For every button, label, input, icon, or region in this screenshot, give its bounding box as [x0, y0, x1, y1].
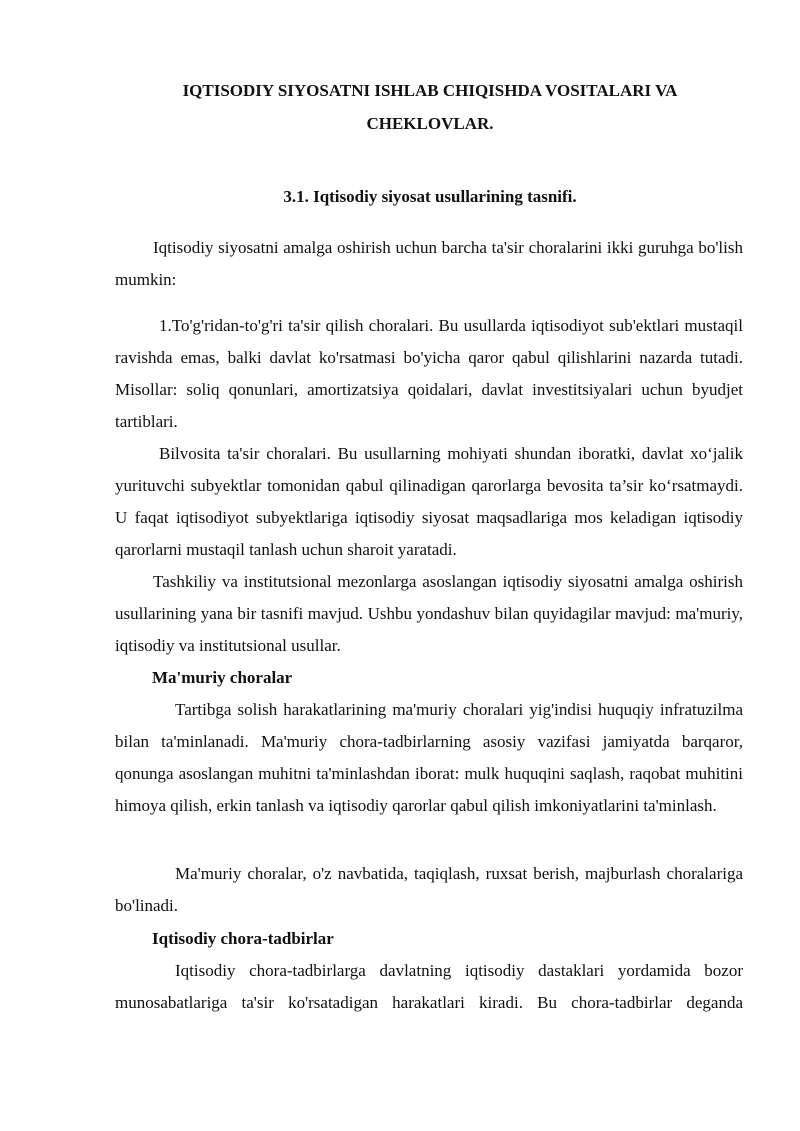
paragraph-intro: Iqtisodiy siyosatni amalga oshirish uchun barcha ta'sir choralarini ikki guruhga bo'lish mumkin: — [115, 238, 743, 289]
paragraph-administrative-infrastructure: Tartibga solish harakatlarining ma'muriy choralari yig'indisi huquqiy infratuzilma bilan ta'minlanadi. Ma'muriy chora-tadbirlarning asosiy vazifasi jamiyatda barqaror, qonunga asoslangan muhitni ta'minlashdan iborat: mulk huquqini saqlash, raqobat muhitini himoya qilish, erkin tanlash va iqtisodiy qarorlar qabul qilish imkoniyatlarini ta'minlash. — [115, 700, 743, 815]
paragraph-institutional-classification: Tashkiliy va institutsional mezonlarga asoslangan iqtisodiy siyosatni amalga oshirish usullarining yana bir tasnifi mavjud. Ushbu yondashuv bilan quyidagilar mavjud: ma'muriy, iqtisodiy va institutsional usullar. — [115, 572, 743, 655]
paragraph-indirect-measures: Bilvosita ta'sir choralari. Bu usullarning mohiyati shundan iboratki, davlat xo‘jalik yurituvchi subyektlar tomonidan qabul qilinadigan qarorlarga bevosita ta’sir ko‘rsatmaydi. U faqat iqtisodiyot subyektlariga iqtisodiy siyosat maqsadlariga mos keladigan iqtisodiy qarorlarni mustaqil tanlash uchun sharoit yaratadi. — [115, 444, 743, 559]
paragraph-administrative-types: Ma'muriy choralar, o'z navbatida, taqiqlash, ruxsat berish, majburlash choralariga bo'linadi. — [115, 864, 743, 915]
document-title — [100, 74, 760, 140]
section-title: 3.1. Iqtisodiy siyosat usullarining tasnifi. — [283, 187, 577, 206]
paragraph-economic-measures: Iqtisodiy chora-tadbirlarga davlatning iqtisodiy dastaklari yordamida bozor munosabatlariga ta'sir ko'rsatadigan harakatlari kiradi. Bu chora-tadbirlar deganda — [115, 961, 743, 1012]
heading-administrative-measures: Ma'muriy choralar — [152, 668, 293, 687]
title-line-1: IQTISODIY SIYOSATNI ISHLAB CHIQISHDA VOSITALARI VA — [182, 81, 678, 100]
paragraph-direct-measures: 1.To'g'ridan-to'g'ri ta'sir qilish choralari. Bu usullarda iqtisodiyot sub'ektlari mustaqil ravishda emas, balki davlat ko'rsatmasi bo'yicha qaror qabul qilishlarini nazarda tutadi. Misollar: soliq qonunlari, amortizatsiya qoidalari, davlat investitsiyalari uchun byudjet tartiblari. — [115, 316, 743, 431]
heading-economic-measures: Iqtisodiy chora-tadbirlar — [152, 929, 334, 948]
title-line-2: CHEKLOVLAR. — [366, 114, 494, 133]
